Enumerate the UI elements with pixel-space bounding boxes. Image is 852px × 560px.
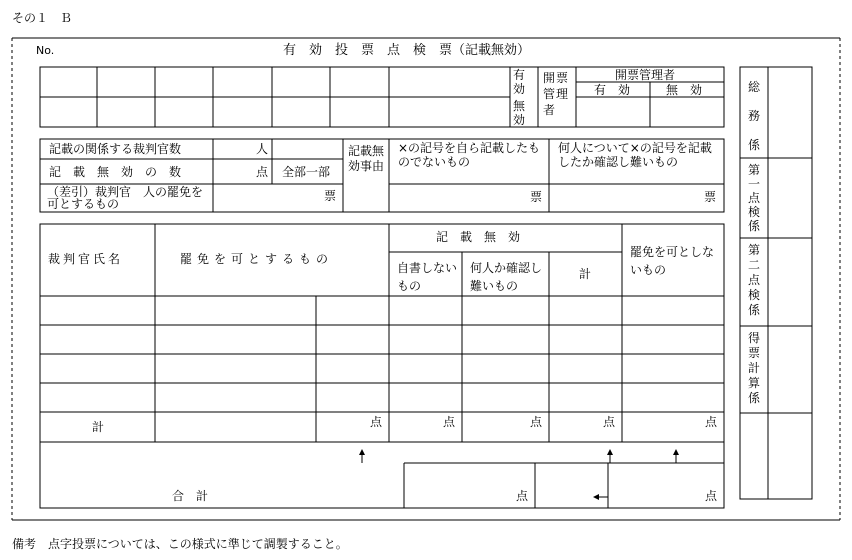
not-handwritten-header: 自書しないもの	[397, 261, 458, 293]
all-or-part-label: 全部一部	[282, 165, 331, 179]
reason2-unit: 票	[704, 190, 717, 204]
vote-count-label: 得票計算係	[747, 331, 760, 405]
dismissal-approved-header: 罷免を可とするもの	[180, 252, 334, 266]
valid-label: 有効	[513, 68, 526, 96]
invalid-reason-label: 記載無効事由	[348, 144, 385, 173]
grand-total-label: 合 計	[172, 489, 209, 503]
judges-count-label: 記載の関係する裁判官数	[49, 142, 182, 156]
total-row-label: 計	[92, 420, 105, 434]
valid-subheader: 有 効	[594, 83, 631, 97]
invalid-subheader: 無 効	[666, 83, 703, 97]
invalid-entries-header: 記 載 無 効	[436, 230, 521, 244]
judges-count-unit: 人	[256, 142, 269, 156]
judge-name-header: 裁判官氏名	[48, 252, 124, 266]
invalid-label: 無効	[513, 99, 526, 127]
invalid-count-unit: 点	[256, 165, 269, 179]
reason-not-self-written: ×の記号を自ら記載したものでないもの	[398, 141, 541, 169]
total-unit-jisho: 点	[443, 415, 456, 429]
general-affairs-label: 総務係	[747, 80, 760, 152]
reason1-unit: 票	[530, 190, 543, 204]
net-dismissal-label: （差引）裁判官 人の罷免を可とするもの	[47, 185, 204, 211]
footnote: 備考 点字投票については、この様式に準じて調製すること。	[12, 537, 348, 551]
total-unit-kahi: 点	[370, 415, 383, 429]
counting-manager-column: 開票管理者	[543, 71, 570, 117]
total-unit-kakunin: 点	[530, 415, 543, 429]
total-unit-fuka: 点	[705, 415, 718, 429]
invalid-count-label: 記 載 無 効 の 数	[49, 165, 182, 179]
subtotal-header: 計	[579, 267, 592, 281]
reason-unclear-whom: 何人について×の記号を記載したか確認し難いもの	[558, 141, 712, 169]
counting-manager-header: 開票管理者	[615, 68, 676, 82]
form-title: 有 効 投 票 点 検 票（記載無効）	[283, 43, 531, 58]
second-check-label: 第二点検係	[747, 243, 760, 317]
grand-total-unit-right: 点	[705, 489, 718, 503]
dismissal-not-approved-header: 罷免を可としないもの	[630, 245, 715, 277]
form-heading: その１ Ｂ	[12, 11, 73, 25]
form-number-label: No.	[36, 44, 55, 57]
total-unit-kei: 点	[603, 415, 616, 429]
hard-to-confirm-header: 何人か確認し難いもの	[470, 261, 543, 293]
net-dismissal-unit: 票	[324, 189, 337, 203]
first-check-label: 第一点検係	[747, 163, 760, 233]
grand-total-unit-left: 点	[516, 489, 529, 503]
